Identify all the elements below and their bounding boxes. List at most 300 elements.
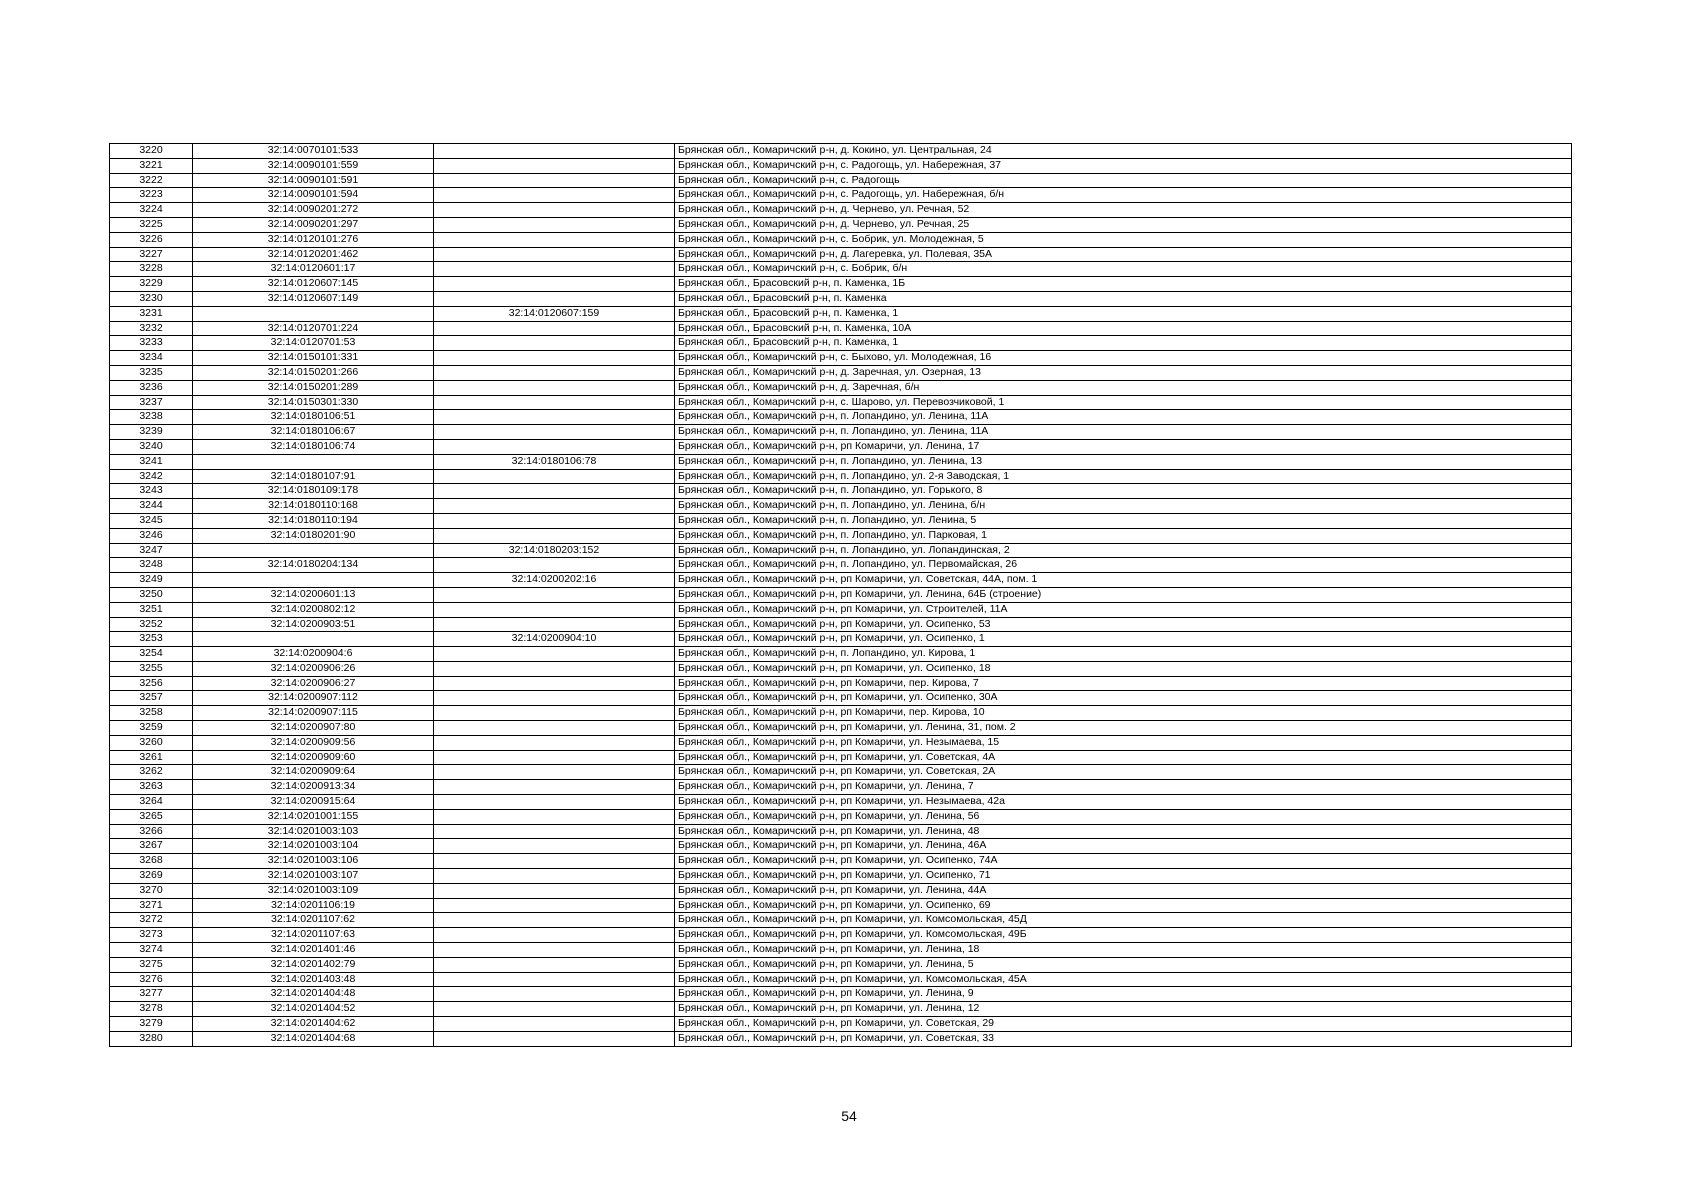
row-number-cell: 3242: [110, 469, 193, 484]
row-number-cell: 3274: [110, 943, 193, 958]
cadastral-number-cell: 32:14:0180201:90: [193, 528, 434, 543]
table-row: [110, 676, 1572, 691]
address-cell: Брянская обл., Комаричский р-н, с. Шарово, ул. Перевозчиковой, 1: [675, 395, 1572, 410]
address-cell: Брянская обл., Комаричский р-н, п. Лопандино, ул. Ленина, б/н: [675, 499, 1572, 514]
row-number-cell: 3276: [110, 972, 193, 987]
address-cell: Брянская обл., Комаричский р-н, рп Комаричи, ул. Осипенко, 74А: [675, 854, 1572, 869]
address-cell: Брянская обл., Брасовский р-н, п. Каменка, 1Б: [675, 277, 1572, 292]
table-row: [110, 365, 1572, 380]
address-cell: Брянская обл., Комаричский р-н, с. Радогощь, ул. Набережная, 37: [675, 158, 1572, 173]
cadastral-number-alt-cell: 32:14:0200202:16: [434, 573, 675, 588]
cadastral-number-alt-cell: [434, 425, 675, 440]
cadastral-number-alt-cell: [434, 972, 675, 987]
cadastral-number-alt-cell: [434, 291, 675, 306]
row-number-cell: 3232: [110, 321, 193, 336]
table-row: [110, 499, 1572, 514]
row-number-cell: 3272: [110, 913, 193, 928]
cadastral-number-cell: [193, 543, 434, 558]
cadastral-number-alt-cell: [434, 943, 675, 958]
row-number-cell: 3270: [110, 883, 193, 898]
table-row: [110, 839, 1572, 854]
cadastral-number-cell: 32:14:0201001:155: [193, 809, 434, 824]
cadastral-number-alt-cell: [434, 277, 675, 292]
cadastral-number-cell: 32:14:0200909:56: [193, 735, 434, 750]
cadastral-number-cell: 32:14:0070101:533: [193, 144, 434, 159]
address-cell: Брянская обл., Комаричский р-н, рп Комаричи, ул. Ленина, 7: [675, 780, 1572, 795]
row-number-cell: 3256: [110, 676, 193, 691]
table-row: [110, 957, 1572, 972]
cadastral-number-cell: 32:14:0201003:107: [193, 869, 434, 884]
cadastral-number-cell: 32:14:0120201:462: [193, 247, 434, 262]
row-number-cell: 3278: [110, 1002, 193, 1017]
address-cell: Брянская обл., Брасовский р-н, п. Каменка: [675, 291, 1572, 306]
cadastral-number-alt-cell: [434, 173, 675, 188]
address-cell: Брянская обл., Комаричский р-н, рп Комаричи, ул. Осипенко, 69: [675, 898, 1572, 913]
table-row: [110, 247, 1572, 262]
table-row: [110, 780, 1572, 795]
cadastral-number-cell: 32:14:0201003:109: [193, 883, 434, 898]
address-cell: Брянская обл., Комаричский р-н, рп Комаричи, ул. Советская, 4А: [675, 750, 1572, 765]
table-row: [110, 573, 1572, 588]
cadastral-number-alt-cell: [434, 158, 675, 173]
address-cell: Брянская обл., Комаричский р-н, рп Комаричи, пер. Кирова, 7: [675, 676, 1572, 691]
cadastral-number-cell: 32:14:0201404:62: [193, 1017, 434, 1032]
table-row: [110, 395, 1572, 410]
table-row: [110, 869, 1572, 884]
cadastral-number-alt-cell: [434, 528, 675, 543]
row-number-cell: 3230: [110, 291, 193, 306]
cadastral-number-alt-cell: [434, 647, 675, 662]
cadastral-number-cell: 32:14:0180204:134: [193, 558, 434, 573]
cadastral-number-alt-cell: [434, 661, 675, 676]
row-number-cell: 3237: [110, 395, 193, 410]
table-row: [110, 306, 1572, 321]
address-cell: Брянская обл., Брасовский р-н, п. Каменка, 1: [675, 306, 1572, 321]
cadastral-number-cell: 32:14:0201401:46: [193, 943, 434, 958]
cadastral-number-cell: 32:14:0120607:149: [193, 291, 434, 306]
address-cell: Брянская обл., Комаричский р-н, рп Комаричи, ул. Советская, 29: [675, 1017, 1572, 1032]
cadastral-number-cell: 32:14:0200907:115: [193, 706, 434, 721]
cadastral-number-cell: 32:14:0090101:591: [193, 173, 434, 188]
table-row: [110, 203, 1572, 218]
address-cell: Брянская обл., Брасовский р-н, п. Каменка, 10А: [675, 321, 1572, 336]
row-number-cell: 3236: [110, 380, 193, 395]
table-row: [110, 188, 1572, 203]
table-row: [110, 513, 1572, 528]
address-cell: Брянская обл., Комаричский р-н, п. Лопандино, ул. Парковая, 1: [675, 528, 1572, 543]
cadastral-number-alt-cell: [434, 188, 675, 203]
cadastral-number-alt-cell: [434, 1002, 675, 1017]
table-row: [110, 173, 1572, 188]
row-number-cell: 3233: [110, 336, 193, 351]
cadastral-number-alt-cell: [434, 706, 675, 721]
cadastral-number-cell: 32:14:0200802:12: [193, 602, 434, 617]
cadastral-number-cell: 32:14:0200913:34: [193, 780, 434, 795]
row-number-cell: 3273: [110, 928, 193, 943]
table-row: [110, 351, 1572, 366]
address-cell: Брянская обл., Комаричский р-н, рп Комаричи, ул. Незымаева, 15: [675, 735, 1572, 750]
address-cell: Брянская обл., Комаричский р-н, д. Чернево, ул. Речная, 52: [675, 203, 1572, 218]
cadastral-number-alt-cell: [434, 957, 675, 972]
table-row: [110, 528, 1572, 543]
table-row: [110, 661, 1572, 676]
table-row: [110, 898, 1572, 913]
table-row: [110, 410, 1572, 425]
address-cell: Брянская обл., Комаричский р-н, рп Комаричи, ул. Строителей, 11А: [675, 602, 1572, 617]
cadastral-number-cell: 32:14:0180110:194: [193, 513, 434, 528]
row-number-cell: 3257: [110, 691, 193, 706]
cadastral-number-cell: 32:14:0180106:74: [193, 439, 434, 454]
row-number-cell: 3241: [110, 454, 193, 469]
address-cell: Брянская обл., Комаричский р-н, п. Лопандино, ул. Ленина, 13: [675, 454, 1572, 469]
address-cell: Брянская обл., Комаричский р-н, п. Лопандино, ул. Ленина, 5: [675, 513, 1572, 528]
address-cell: Брянская обл., Комаричский р-н, д. Лагеревка, ул. Полевая, 35А: [675, 247, 1572, 262]
table-row: [110, 158, 1572, 173]
address-cell: Брянская обл., Комаричский р-н, п. Лопандино, ул. Ленина, 11А: [675, 410, 1572, 425]
cadastral-number-cell: [193, 306, 434, 321]
cadastral-number-alt-cell: [434, 735, 675, 750]
table-row: [110, 617, 1572, 632]
table-row: [110, 928, 1572, 943]
cadastral-number-cell: 32:14:0090101:559: [193, 158, 434, 173]
cadastral-number-alt-cell: [434, 602, 675, 617]
row-number-cell: 3262: [110, 765, 193, 780]
table-row: [110, 972, 1572, 987]
address-cell: Брянская обл., Комаричский р-н, рп Комаричи, ул. Осипенко, 18: [675, 661, 1572, 676]
table-row: [110, 425, 1572, 440]
table-row: [110, 943, 1572, 958]
cadastral-number-alt-cell: [434, 247, 675, 262]
row-number-cell: 3263: [110, 780, 193, 795]
cadastral-number-alt-cell: [434, 380, 675, 395]
table-row: [110, 262, 1572, 277]
row-number-cell: 3248: [110, 558, 193, 573]
address-cell: Брянская обл., Комаричский р-н, рп Комаричи, ул. Ленина, 9: [675, 987, 1572, 1002]
page-number: 54: [841, 1108, 857, 1124]
cadastral-number-cell: 32:14:0150201:266: [193, 365, 434, 380]
row-number-cell: 3222: [110, 173, 193, 188]
table-row: [110, 217, 1572, 232]
table-row: [110, 632, 1572, 647]
row-number-cell: 3245: [110, 513, 193, 528]
cadastral-number-alt-cell: [434, 617, 675, 632]
row-number-cell: 3253: [110, 632, 193, 647]
cadastral-number-alt-cell: [434, 721, 675, 736]
cadastral-number-cell: 32:14:0180106:67: [193, 425, 434, 440]
cadastral-number-cell: 32:14:0201003:104: [193, 839, 434, 854]
address-cell: Брянская обл., Комаричский р-н, рп Комаричи, ул. Осипенко, 30А: [675, 691, 1572, 706]
address-cell: Брянская обл., Комаричский р-н, рп Комаричи, ул. Ленина, 5: [675, 957, 1572, 972]
row-number-cell: 3247: [110, 543, 193, 558]
cadastral-number-alt-cell: [434, 691, 675, 706]
table-row: [110, 291, 1572, 306]
table-row: [110, 380, 1572, 395]
row-number-cell: 3265: [110, 809, 193, 824]
row-number-cell: 3251: [110, 602, 193, 617]
row-number-cell: 3261: [110, 750, 193, 765]
cadastral-number-cell: 32:14:0150201:289: [193, 380, 434, 395]
row-number-cell: 3254: [110, 647, 193, 662]
table-row: [110, 232, 1572, 247]
row-number-cell: 3271: [110, 898, 193, 913]
address-cell: Брянская обл., Комаричский р-н, рп Комаричи, ул. Комсомольская, 49Б: [675, 928, 1572, 943]
table-row: [110, 647, 1572, 662]
cadastral-number-alt-cell: [434, 232, 675, 247]
cadastral-number-alt-cell: [434, 765, 675, 780]
cadastral-number-cell: 32:14:0201003:103: [193, 824, 434, 839]
cadastral-number-alt-cell: [434, 869, 675, 884]
cadastral-number-cell: 32:14:0180110:168: [193, 499, 434, 514]
table-row: [110, 454, 1572, 469]
row-number-cell: 3240: [110, 439, 193, 454]
table-row: [110, 809, 1572, 824]
cadastral-number-alt-cell: 32:14:0120607:159: [434, 306, 675, 321]
cadastral-number-alt-cell: [434, 795, 675, 810]
cadastral-number-cell: [193, 632, 434, 647]
cadastral-number-alt-cell: [434, 262, 675, 277]
table-row: [110, 469, 1572, 484]
table-row: [110, 144, 1572, 159]
address-cell: Брянская обл., Комаричский р-н, рп Комаричи, ул. Ленина, 12: [675, 1002, 1572, 1017]
row-number-cell: 3280: [110, 1031, 193, 1046]
address-cell: Брянская обл., Комаричский р-н, д. Чернево, ул. Речная, 25: [675, 217, 1572, 232]
cadastral-number-cell: 32:14:0200907:112: [193, 691, 434, 706]
row-number-cell: 3266: [110, 824, 193, 839]
table-row: [110, 277, 1572, 292]
cadastral-number-alt-cell: [434, 750, 675, 765]
address-cell: Брянская обл., Комаричский р-н, рп Комаричи, ул. Комсомольская, 45Д: [675, 913, 1572, 928]
row-number-cell: 3258: [110, 706, 193, 721]
address-cell: Брянская обл., Комаричский р-н, рп Комаричи, ул. Советская, 2А: [675, 765, 1572, 780]
cadastral-number-alt-cell: [434, 987, 675, 1002]
row-number-cell: 3235: [110, 365, 193, 380]
row-number-cell: 3239: [110, 425, 193, 440]
address-cell: Брянская обл., Комаричский р-н, д. Заречная, б/н: [675, 380, 1572, 395]
cadastral-number-cell: 32:14:0201003:106: [193, 854, 434, 869]
row-number-cell: 3228: [110, 262, 193, 277]
address-cell: Брянская обл., Комаричский р-н, п. Лопандино, ул. Ленина, 11А: [675, 425, 1572, 440]
cadastral-number-alt-cell: [434, 395, 675, 410]
cadastral-number-cell: 32:14:0120701:53: [193, 336, 434, 351]
table-row: [110, 706, 1572, 721]
table-row: [110, 721, 1572, 736]
address-cell: Брянская обл., Комаричский р-н, п. Лопандино, ул. Горького, 8: [675, 484, 1572, 499]
address-cell: Брянская обл., Комаричский р-н, рп Комаричи, ул. Советская, 33: [675, 1031, 1572, 1046]
address-cell: Брянская обл., Комаричский р-н, с. Бобрик, б/н: [675, 262, 1572, 277]
address-cell: Брянская обл., Комаричский р-н, рп Комаричи, ул. Ленина, 64Б (строение): [675, 587, 1572, 602]
cadastral-number-cell: 32:14:0201107:62: [193, 913, 434, 928]
address-cell: Брянская обл., Комаричский р-н, рп Комаричи, ул. Комсомольская, 45А: [675, 972, 1572, 987]
cadastral-number-cell: 32:14:0201402:79: [193, 957, 434, 972]
cadastral-number-alt-cell: [434, 854, 675, 869]
row-number-cell: 3252: [110, 617, 193, 632]
row-number-cell: 3246: [110, 528, 193, 543]
cadastral-number-cell: 32:14:0201106:19: [193, 898, 434, 913]
row-number-cell: 3279: [110, 1017, 193, 1032]
address-cell: Брянская обл., Комаричский р-н, рп Комаричи, ул. Осипенко, 71: [675, 869, 1572, 884]
address-cell: Брянская обл., Комаричский р-н, рп Комаричи, ул. Незымаева, 42а: [675, 795, 1572, 810]
cadastral-number-cell: 32:14:0090101:594: [193, 188, 434, 203]
cadastral-number-cell: 32:14:0200909:64: [193, 765, 434, 780]
cadastral-number-alt-cell: [434, 321, 675, 336]
cadastral-number-alt-cell: [434, 676, 675, 691]
cadastral-number-alt-cell: [434, 839, 675, 854]
row-number-cell: 3220: [110, 144, 193, 159]
row-number-cell: 3243: [110, 484, 193, 499]
cadastral-number-alt-cell: 32:14:0200904:10: [434, 632, 675, 647]
cadastral-number-cell: 32:14:0201404:48: [193, 987, 434, 1002]
row-number-cell: 3269: [110, 869, 193, 884]
table-row: [110, 824, 1572, 839]
cadastral-number-cell: 32:14:0120601:17: [193, 262, 434, 277]
cadastral-number-cell: 32:14:0180106:51: [193, 410, 434, 425]
row-number-cell: 3249: [110, 573, 193, 588]
cadastral-number-cell: 32:14:0201403:48: [193, 972, 434, 987]
cadastral-number-alt-cell: [434, 469, 675, 484]
cadastral-number-cell: 32:14:0200906:27: [193, 676, 434, 691]
cadastral-number-alt-cell: [434, 351, 675, 366]
table-row: [110, 1017, 1572, 1032]
cadastral-number-cell: 32:14:0200915:64: [193, 795, 434, 810]
table-row: [110, 1002, 1572, 1017]
cadastral-number-cell: 32:14:0120101:276: [193, 232, 434, 247]
row-number-cell: 3259: [110, 721, 193, 736]
cadastral-number-alt-cell: [434, 499, 675, 514]
cadastral-number-alt-cell: 32:14:0180106:78: [434, 454, 675, 469]
address-cell: Брянская обл., Комаричский р-н, рп Комаричи, ул. Ленина, 17: [675, 439, 1572, 454]
cadastral-number-cell: 32:14:0200907:80: [193, 721, 434, 736]
address-cell: Брянская обл., Комаричский р-н, п. Лопандино, ул. Первомайская, 26: [675, 558, 1572, 573]
address-cell: Брянская обл., Комаричский р-н, рп Комаричи, ул. Осипенко, 53: [675, 617, 1572, 632]
cadastral-number-alt-cell: [434, 484, 675, 499]
cadastral-number-cell: 32:14:0201404:52: [193, 1002, 434, 1017]
cadastral-number-cell: 32:14:0090201:272: [193, 203, 434, 218]
address-cell: Брянская обл., Комаричский р-н, рп Комаричи, ул. Ленина, 46А: [675, 839, 1572, 854]
cadastral-number-alt-cell: [434, 365, 675, 380]
cadastral-number-cell: 32:14:0200903:51: [193, 617, 434, 632]
cadastral-number-alt-cell: [434, 883, 675, 898]
cadastral-number-alt-cell: [434, 928, 675, 943]
address-cell: Брянская обл., Комаричский р-н, п. Лопандино, ул. Кирова, 1: [675, 647, 1572, 662]
address-cell: Брянская обл., Комаричский р-н, д. Заречная, ул. Озерная, 13: [675, 365, 1572, 380]
cadastral-number-alt-cell: [434, 439, 675, 454]
cadastral-number-alt-cell: [434, 558, 675, 573]
table-row: [110, 336, 1572, 351]
row-number-cell: 3221: [110, 158, 193, 173]
cadastral-number-cell: 32:14:0150101:331: [193, 351, 434, 366]
row-number-cell: 3224: [110, 203, 193, 218]
cadastral-number-alt-cell: [434, 824, 675, 839]
table-row: [110, 735, 1572, 750]
cadastral-number-cell: 32:14:0090201:297: [193, 217, 434, 232]
cadastral-number-cell: 32:14:0120607:145: [193, 277, 434, 292]
row-number-cell: 3234: [110, 351, 193, 366]
address-cell: Брянская обл., Брасовский р-н, п. Каменка, 1: [675, 336, 1572, 351]
cadastral-number-alt-cell: [434, 809, 675, 824]
cadastral-number-alt-cell: 32:14:0180203:152: [434, 543, 675, 558]
cadastral-number-cell: [193, 573, 434, 588]
cadastral-number-alt-cell: [434, 913, 675, 928]
row-number-cell: 3244: [110, 499, 193, 514]
row-number-cell: 3277: [110, 987, 193, 1002]
cadastral-number-cell: 32:14:0201404:68: [193, 1031, 434, 1046]
address-cell: Брянская обл., Комаричский р-н, рп Комаричи, пер. Кирова, 10: [675, 706, 1572, 721]
cadastral-number-alt-cell: [434, 587, 675, 602]
table-row: [110, 587, 1572, 602]
cadastral-number-cell: 32:14:0180109:178: [193, 484, 434, 499]
table-row: [110, 602, 1572, 617]
cadastral-number-cell: 32:14:0150301:330: [193, 395, 434, 410]
address-cell: Брянская обл., Комаричский р-н, с. Быхово, ул. Молодежная, 16: [675, 351, 1572, 366]
address-cell: Брянская обл., Комаричский р-н, рп Комаричи, ул. Советская, 44А, пом. 1: [675, 573, 1572, 588]
address-cell: Брянская обл., Комаричский р-н, рп Комаричи, ул. Ленина, 44А: [675, 883, 1572, 898]
address-cell: Брянская обл., Комаричский р-н, п. Лопандино, ул. 2-я Заводская, 1: [675, 469, 1572, 484]
address-cell: Брянская обл., Комаричский р-н, рп Комаричи, ул. Ленина, 31, пом. 2: [675, 721, 1572, 736]
address-cell: Брянская обл., Комаричский р-н, рп Комаричи, ул. Осипенко, 1: [675, 632, 1572, 647]
row-number-cell: 3275: [110, 957, 193, 972]
row-number-cell: 3223: [110, 188, 193, 203]
cadastral-number-cell: [193, 454, 434, 469]
cadastral-number-alt-cell: [434, 513, 675, 528]
cadastral-number-alt-cell: [434, 1017, 675, 1032]
cadastral-number-alt-cell: [434, 144, 675, 159]
cadastral-number-cell: 32:14:0200909:60: [193, 750, 434, 765]
row-number-cell: 3225: [110, 217, 193, 232]
table-row: [110, 750, 1572, 765]
address-cell: Брянская обл., Комаричский р-н, п. Лопандино, ул. Лопандинская, 2: [675, 543, 1572, 558]
address-cell: Брянская обл., Комаричский р-н, с. Радогощь: [675, 173, 1572, 188]
cadastral-number-alt-cell: [434, 336, 675, 351]
address-cell: Брянская обл., Комаричский р-н, рп Комаричи, ул. Ленина, 56: [675, 809, 1572, 824]
row-number-cell: 3264: [110, 795, 193, 810]
cadastral-number-alt-cell: [434, 1031, 675, 1046]
cadastral-number-alt-cell: [434, 203, 675, 218]
table-row: [110, 795, 1572, 810]
cadastral-number-cell: 32:14:0120701:224: [193, 321, 434, 336]
row-number-cell: 3229: [110, 277, 193, 292]
cadastral-number-cell: 32:14:0201107:63: [193, 928, 434, 943]
row-number-cell: 3250: [110, 587, 193, 602]
address-cell: Брянская обл., Комаричский р-н, рп Комаричи, ул. Ленина, 18: [675, 943, 1572, 958]
cadastral-number-alt-cell: [434, 898, 675, 913]
table-row: [110, 883, 1572, 898]
row-number-cell: 3255: [110, 661, 193, 676]
address-cell: Брянская обл., Комаричский р-н, рп Комаричи, ул. Ленина, 48: [675, 824, 1572, 839]
cadastral-number-cell: 32:14:0180107:91: [193, 469, 434, 484]
table-row: [110, 913, 1572, 928]
property-table: [109, 143, 1572, 1047]
address-cell: Брянская обл., Комаричский р-н, с. Радогощь, ул. Набережная, б/н: [675, 188, 1572, 203]
table-body: [110, 144, 1572, 1047]
table-row: [110, 558, 1572, 573]
row-number-cell: 3227: [110, 247, 193, 262]
cadastral-number-cell: 32:14:0200906:26: [193, 661, 434, 676]
cadastral-number-cell: 32:14:0200904:6: [193, 647, 434, 662]
table-row: [110, 439, 1572, 454]
address-cell: Брянская обл., Комаричский р-н, с. Бобрик, ул. Молодежная, 5: [675, 232, 1572, 247]
table-row: [110, 691, 1572, 706]
row-number-cell: 3238: [110, 410, 193, 425]
cadastral-number-alt-cell: [434, 217, 675, 232]
table-row: [110, 987, 1572, 1002]
table-row: [110, 543, 1572, 558]
table-row: [110, 854, 1572, 869]
row-number-cell: 3231: [110, 306, 193, 321]
cadastral-number-cell: 32:14:0200601:13: [193, 587, 434, 602]
table-row: [110, 1031, 1572, 1046]
table-row: [110, 321, 1572, 336]
row-number-cell: 3260: [110, 735, 193, 750]
